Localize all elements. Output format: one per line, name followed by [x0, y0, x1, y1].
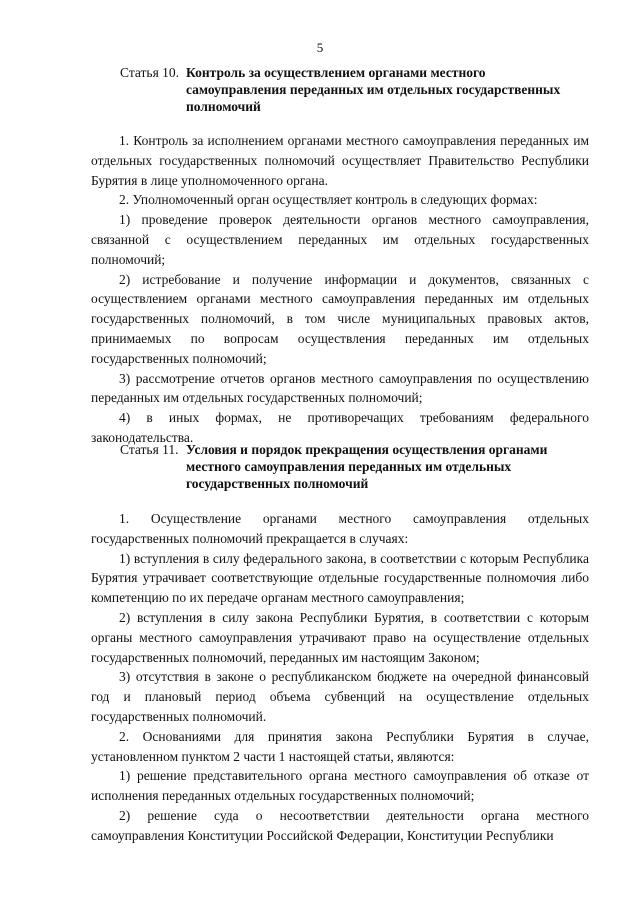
article-10-paragraph: 2) истребование и получение информации и документов, связанных с осуществлением органами местного самоуправления переданных им отдельных государственных полномочий, в том числе муниципальных правовых актов, принимаемых по вопросам осуществления переданных им отдельных государственных полномочий; — [91, 271, 589, 366]
article-10-body — [91, 131, 589, 448]
article-10-paragraph: 1) проведение проверок деятельности органов местного самоуправления, связанной с осуществлением переданных им отдельных государственных полномочий; — [91, 212, 589, 267]
article-10-paragraph: 3) рассмотрение отчетов органов местного самоуправления по осуществлению переданных им отдельных государственных полномочий; — [91, 370, 589, 406]
article-11-body — [91, 509, 589, 846]
article-10-paragraph: 1. Контроль за исполнением органами местного самоуправления переданных им отдельных государственных полномочий осуществляет Правительство Республики Бурятия в лице уполномоченного органа. — [91, 133, 589, 188]
page-number: 5 — [316, 40, 324, 55]
article-11-paragraph: 1. Осуществление органами местного самоуправления отдельных государственных полномочий прекращается в случаях: — [91, 511, 589, 546]
article-11-label: Статья 11. — [120, 442, 179, 457]
article-11-paragraph: 2) решение суда о несоответствии деятельности органа местного самоуправления Конституции Российской Федерации, Конституции Республики — [91, 807, 589, 843]
article-11-paragraph: 3) отсутствия в законе о республиканском бюджете на очередной финансовый год и плановый период объема субвенций на осуществление отдельных государственных полномочий. — [91, 669, 589, 724]
article-11-paragraph: 1) вступления в силу федерального закона, в соответствии с которым Республика Бурятия утрачивает соответствующие отдельные государственные полномочия либо компетенцию по их передаче органам местного самоуправления; — [91, 550, 589, 606]
article-10-title: Контроль за осуществлением органами местного самоуправления переданных им отдельных государственных полномочий — [186, 65, 561, 114]
article-10-paragraph: 2. Уполномоченный орган осуществляет контроль в следующих формах: — [119, 192, 538, 208]
article-11-paragraph: 2) вступления в силу закона Республики Бурятия, в соответствии с которым органы местного самоуправления утрачивают право на осуществление отдельных государственных полномочий, переданных им настоящим Законом; — [91, 609, 589, 665]
article-11-paragraph: 1) решение представительного органа местного самоуправления об отказе от исполнения переданных отдельных государственных полномочий; — [91, 768, 589, 804]
article-10-paragraph: 4) в иных формах, не противоречащих требованиям федерального законодательства. — [91, 410, 589, 445]
article-11-heading — [120, 441, 580, 492]
article-11-paragraph: 2. Основаниями для принятия закона Республики Бурятия в случае, установленном пунктом 2 части 1 настоящей статьи, являются: — [91, 728, 589, 764]
article-10-label: Статья 10. — [120, 65, 180, 80]
article-10-heading — [120, 64, 580, 115]
article-11-title: Условия и порядок прекращения осуществления органами местного самоуправления переданных им отдельных государственных полномочий — [186, 442, 548, 491]
